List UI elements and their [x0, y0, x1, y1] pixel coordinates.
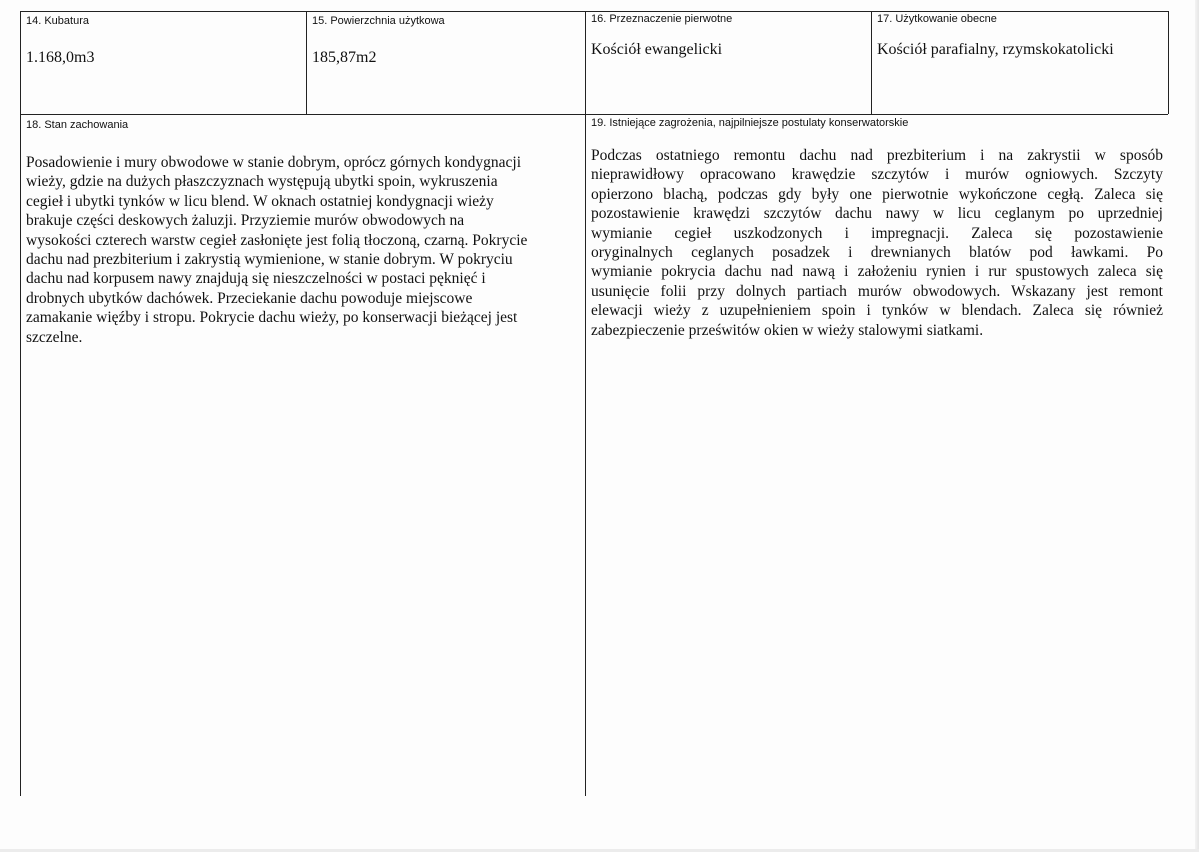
field-16-label: 16. Przeznaczenie pierwotne [591, 13, 733, 25]
left-border [20, 11, 21, 796]
right-border-row1 [1168, 11, 1169, 114]
divider-16-17 [871, 11, 872, 114]
text-line: usunięcie folii przy dolnych partiach murów obwodowych. Wskazany jest remont [591, 282, 1163, 300]
field-16-value: Kościół ewangelicki [591, 41, 723, 58]
text-line: nieprawidłowy opracowano krawędzie szczytów i murów ogniowych. Szczyty [591, 166, 1163, 184]
text-line: pozostawienie krawędzi szczytów dachu nawy w licu ceglanym po uprzedniej [591, 205, 1163, 223]
field-19-label: 19. Istniejące zagrożenia, najpilniejsze postulaty konserwatorskie [591, 117, 909, 129]
text-line: Podczas ostatniego remontu dachu nad prezbiterium i na zakrystii w sposób [591, 147, 1163, 164]
field-18-text [26, 153, 576, 347]
text-line: brakuje części deskowych żaluzji. Przyziemie murów obwodowych na [26, 212, 465, 230]
scan-edge [1195, 0, 1199, 852]
text-line: dachu nad prezbiterium i zakrystią wymienione, w stanie dobrym. W pokryciu [26, 251, 513, 269]
text-line: wieży, gdzie na dużych płaszczyznach występują ubytki spoin, wykruszenia [26, 173, 498, 191]
text-line: cegieł i ubytki tynków w licu blend. W oknach ostatniej kondygnacji wieży [26, 192, 494, 210]
text-line: wymianie cegieł uszkodzonych i impregnacji. Zaleca się pozostawienie [591, 224, 1163, 242]
text-line: wysokości czterech warstw cegieł zasłonięte jest folią tłoczoną, czarną. Pokrycie [26, 231, 528, 249]
field-14-label: 14. Kubatura [26, 15, 89, 27]
field-15-label: 15. Powierzchnia użytkowa [312, 15, 445, 27]
divider-15-16 [585, 11, 586, 796]
field-15-value: 185,87m2 [312, 49, 377, 66]
field-17-value: Kościół parafialny, rzymskokatolicki [877, 41, 1114, 58]
text-line: elewacji wieży z uzupełnieniem spoin i tynków w blendach. Zaleca się również [591, 302, 1163, 320]
row-divider [20, 114, 1168, 115]
text-line: zamakanie więźby i stropu. Pokrycie dachu wieży, po konserwacji bieżącej jest [26, 309, 518, 327]
text-line: wymianie pokrycia dachu nad nawą i założeniu rynien i rur spustowych zaleca się [591, 263, 1163, 281]
text-line: zabezpieczenie prześwitów okien w wieży stalowymi siatkami. [591, 321, 984, 339]
text-line: szczelne. [26, 328, 83, 346]
divider-14-15 [306, 11, 307, 114]
text-line: drobnych ubytków dachówek. Przeciekanie dachu powoduje miejscowe [26, 289, 473, 307]
text-line: opierzono blachą, podczas gdy były one pierwotnie wykończone cegłą. Zaleca się [591, 185, 1163, 203]
field-17-label: 17. Użytkowanie obecne [877, 13, 997, 25]
field-19-text [591, 146, 1163, 340]
text-line: Posadowienie i mury obwodowe w stanie dobrym, oprócz górnych kondygnacji [26, 154, 522, 171]
field-14-value: 1.168,0m3 [26, 49, 95, 66]
text-line: oryginalnych ceglanych posadzek i drewnianych blatów pod ławkami. Po [591, 244, 1163, 262]
text-line: dachu nad korpusem nawy znajdują się nieszczelności w postaci pęknięć i [26, 270, 486, 288]
field-18-label: 18. Stan zachowania [26, 119, 129, 131]
